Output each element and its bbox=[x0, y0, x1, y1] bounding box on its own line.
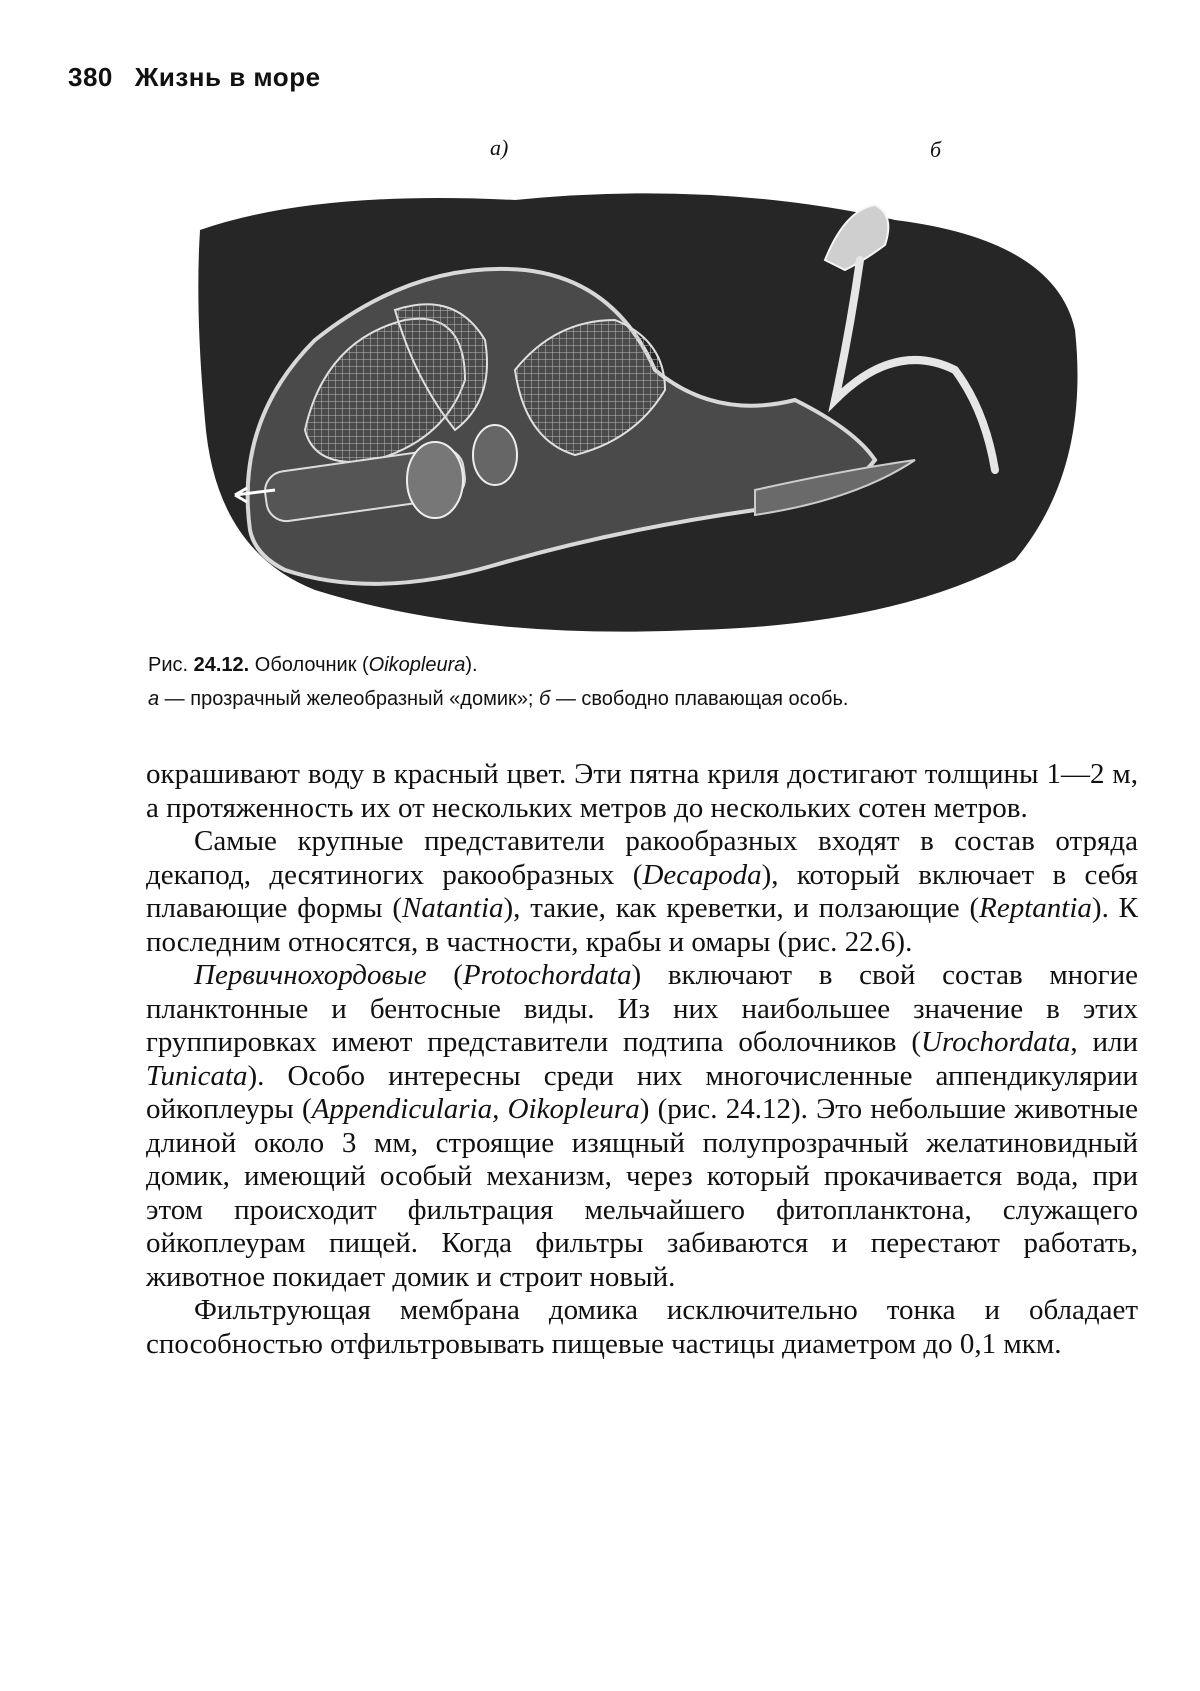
paragraph-4: Фильтрующая мембрана домика исключительно тонка и обладает способностью отфильтровывать пищевые частицы диаметром до 0,1 мкм. bbox=[146, 1294, 1138, 1360]
body-text bbox=[146, 758, 1138, 1361]
caption-line-1 bbox=[148, 648, 1128, 682]
term-natantia: Natantia bbox=[401, 892, 504, 924]
figure-oikopleura bbox=[195, 125, 1095, 645]
p3-text-e: ) (рис. 24.12). Это небольшие животные длиной около 3 мм, строящие изящный полупрозрачный желатиновидный домик, имеющий особый механизм, через который прокачивается вода, при этом происходит фильтрация мельчайшего фитопланктона, служащего ойкоплеурам пищей. Когда фильтры забиваются и перестают работать, животное покидает домик и строит новый. bbox=[146, 1093, 1138, 1293]
p2-text-d: ). К последним относятся, в частности, крабы и омары (рис. 22.6). bbox=[146, 892, 1139, 958]
p3-text-b: ) включают в свой состав многие планктонные и бентосные виды. Из них наибольшее значение в этих группировках имеют представители подтипа оболочников ( bbox=[146, 959, 1138, 1058]
figure-caption bbox=[148, 648, 1128, 716]
inner-chamber-2 bbox=[473, 425, 517, 485]
caption-title-end: ). bbox=[465, 654, 478, 676]
figure-label-a: а) bbox=[490, 135, 509, 160]
caption-b-text: — свободно плавающая особь. bbox=[550, 688, 849, 710]
page-number: 380 bbox=[68, 62, 113, 92]
term-protochordata-ru: Первичнохордовые bbox=[194, 959, 427, 991]
paragraph-2 bbox=[146, 825, 1138, 959]
p3-text-a: ( bbox=[426, 959, 463, 991]
caption-a-text: — прозрачный желеобразный «домик»; bbox=[159, 688, 540, 710]
term-appendicularia: Appendicularia, Oikopleura bbox=[311, 1093, 640, 1125]
term-protochordata: Protochordata bbox=[462, 959, 632, 991]
term-decapoda: Decapoda bbox=[642, 858, 762, 891]
oikopleura-illustration bbox=[195, 170, 1095, 640]
caption-number: 24.12. bbox=[193, 654, 250, 676]
caption-latin: Oikopleura bbox=[368, 654, 466, 676]
caption-title: Оболочник ( bbox=[249, 654, 369, 676]
caption-a-label: а bbox=[148, 688, 160, 710]
caption-b-label: б bbox=[539, 688, 551, 710]
paragraph-3 bbox=[146, 959, 1138, 1294]
caption-prefix: Рис. bbox=[148, 654, 194, 676]
p3-text-d: ). Особо интересны среди них многочисленные аппендикулярии ойкоплеуры ( bbox=[146, 1059, 1138, 1125]
p2-text-a: Самые крупные представители ракообразных входят в состав отряда декапод, десятиногих ракообразных ( bbox=[146, 825, 1138, 891]
running-title: Жизнь в море bbox=[134, 62, 321, 92]
term-reptantia: Reptantia bbox=[979, 892, 1092, 924]
p2-text-b: ), который включает в себя плавающие формы ( bbox=[146, 858, 1138, 924]
p2-text-c: ), такие, как креветки, и ползающие ( bbox=[503, 892, 980, 924]
paragraph-1: окрашивают воду в красный цвет. Эти пятна криля достигают толщины 1—2 м, а протяженность их от нескольких метров до нескольких сотен метров. bbox=[146, 758, 1138, 824]
page-header bbox=[68, 62, 321, 93]
term-urochordata: Urochordata bbox=[921, 1026, 1071, 1058]
caption-line-2 bbox=[148, 682, 1128, 716]
figure-label-b: б bbox=[930, 137, 942, 162]
p3-text-c: , или bbox=[1070, 1026, 1138, 1058]
inner-chamber bbox=[407, 442, 463, 518]
term-tunicata: Tunicata bbox=[146, 1059, 248, 1092]
